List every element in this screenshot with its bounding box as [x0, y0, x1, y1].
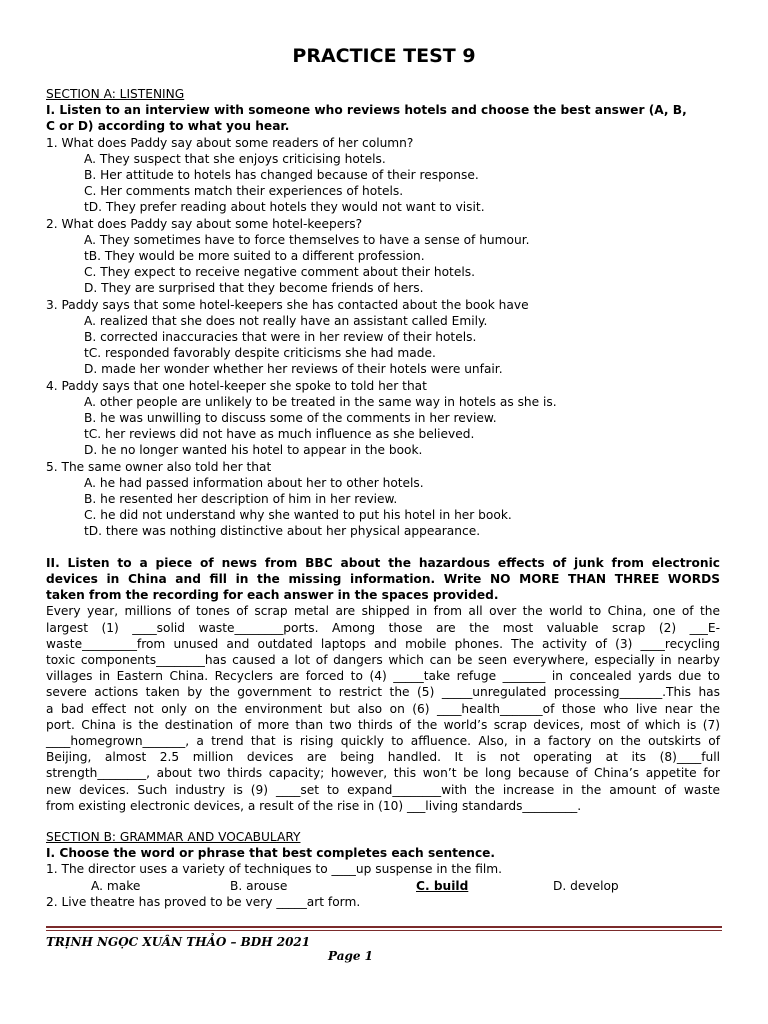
- option: A. he had passed information about her to other hotels.: [84, 475, 424, 490]
- option: A. They suspect that she enjoys criticising hotels.: [84, 151, 386, 166]
- part2-instruction-line2: devices in China and fill in the missing information. Write NO MORE THAN THREE WORDS: [46, 571, 720, 586]
- gap-fill-line: a bad effect not only on the environment but also on (6) ____health_______of those who live near the: [46, 701, 720, 716]
- gap-fill-line: severe actions taken by the government to restrict the (5) _____unregulated processing_______.This has: [46, 685, 720, 700]
- choice-a: A. make: [91, 878, 141, 893]
- option: B. corrected inaccuracies that were in her review of their hotels.: [84, 330, 477, 345]
- part1-instruction-line2: C or D) according to what you hear.: [46, 119, 290, 134]
- gap-fill-line: toxic components________has caused a lot of dangers which can be seen everywhere, especially in nearby: [46, 652, 720, 667]
- option: A. realized that she does not really have an assistant called Emily.: [84, 313, 488, 328]
- gap-fill-line-last: from existing electronic devices, a result of the rise in (10) ___living standards_________.: [46, 798, 582, 813]
- gap-fill-line: largest (1) ____solid waste________ports. Among those are the most valuable scrap (2) ___E-: [46, 620, 720, 635]
- choice-b: B. arouse: [230, 878, 288, 893]
- gap-fill-line: port. China is the destination of more than two thirds of the world’s scrap devices, most of which is (7): [46, 717, 720, 732]
- option: A. other people are unlikely to be treated in the same way in hotels as she is.: [84, 394, 557, 409]
- grammar-question-2: 2. Live theatre has proved to be very _____art form.: [46, 894, 361, 909]
- section-b-heading: SECTION B: GRAMMAR AND VOCABULARY: [46, 829, 301, 844]
- option: D. They are surprised that they become friends of hers.: [84, 281, 424, 296]
- option: A. They sometimes have to force themselves to have a sense of humour.: [84, 232, 530, 247]
- gap-fill-line: new devices. Such industry is (9) ____set to expand________with the increase in the amount of waste: [46, 782, 720, 797]
- page-number: Page 1: [328, 949, 374, 963]
- part2-instruction-line3: taken from the recording for each answer in the spaces provided.: [46, 588, 499, 603]
- option: D. made her wonder whether her reviews of their hotels were unfair.: [84, 362, 503, 377]
- option: tD. there was nothing distinctive about her physical appearance.: [84, 524, 481, 539]
- gap-fill-line: ____homegrown_______, a trend that is rising quickly to affluence. Also, in a factory on the outskirts of: [46, 733, 720, 748]
- option: D. he no longer wanted his hotel to appear in the book.: [84, 443, 423, 458]
- question-4: 4. Paddy says that one hotel-keeper she spoke to told her that: [46, 378, 427, 393]
- option: tC. her reviews did not have as much influence as she believed.: [84, 427, 475, 442]
- question-1: 1. What does Paddy say about some readers of her column?: [46, 135, 414, 150]
- footer-rule: [46, 926, 722, 928]
- choice-c-answer: C. build: [416, 878, 469, 893]
- answer-choices: [46, 878, 720, 894]
- footer-rule-thin: [46, 930, 722, 931]
- option: C. They expect to receive negative comment about their hotels.: [84, 265, 475, 280]
- option: tC. responded favorably despite criticisms she had made.: [84, 346, 436, 361]
- option: B. Her attitude to hotels has changed because of their response.: [84, 168, 479, 183]
- option: B. he resented her description of him in her review.: [84, 492, 398, 507]
- gap-fill-line: waste_________from unused and outdated laptops and mobile phones. The activity of (3) ____recycling: [46, 636, 720, 651]
- gap-fill-line: Beijing, almost 2.5 million devices are being handled. It is not operating at its (8)____full: [46, 750, 720, 765]
- grammar-question-1: 1. The director uses a variety of techniques to ____up suspense in the film.: [46, 862, 503, 877]
- option: C. Her comments match their experiences of hotels.: [84, 184, 404, 199]
- gap-fill-line: villages in Eastern China. Recyclers are forced to (4) _____take refuge _______ in concealed yards due to: [46, 669, 720, 684]
- question-3: 3. Paddy says that some hotel-keepers she has contacted about the book have: [46, 297, 529, 312]
- document-body: [46, 86, 720, 910]
- question-2: 2. What does Paddy say about some hotel-keepers?: [46, 216, 363, 231]
- spacer: [46, 540, 720, 555]
- page-title: PRACTICE TEST 9: [292, 45, 476, 67]
- part1-instruction-line1: I. Listen to an interview with someone who reviews hotels and choose the best answer (A, B,: [46, 103, 687, 118]
- spacer: [46, 814, 720, 829]
- part2-instruction-line1: II. Listen to a piece of news from BBC about the hazardous effects of junk from electronic: [46, 555, 720, 570]
- footer-author: TRỊNH NGỌC XUÂN THẢO – BDH 2021: [46, 935, 311, 949]
- question-5: 5. The same owner also told her that: [46, 459, 272, 474]
- gap-fill-line: strength________, about two thirds capacity; however, this won’t be long because of China’s appetite for: [46, 766, 720, 781]
- choice-d: D. develop: [553, 878, 619, 893]
- option: B. he was unwilling to discuss some of the comments in her review.: [84, 411, 497, 426]
- section-a-heading: SECTION A: LISTENING: [46, 87, 185, 101]
- gap-fill-line: Every year, millions of tones of scrap metal are shipped in from all over the world to China, one of the: [46, 604, 720, 619]
- option: C. he did not understand why she wanted to put his hotel in her book.: [84, 508, 512, 523]
- option: tD. They prefer reading about hotels they would not want to visit.: [84, 200, 485, 215]
- section-b-instruction: I. Choose the word or phrase that best completes each sentence.: [46, 846, 496, 861]
- option: tB. They would be more suited to a different profession.: [84, 249, 425, 264]
